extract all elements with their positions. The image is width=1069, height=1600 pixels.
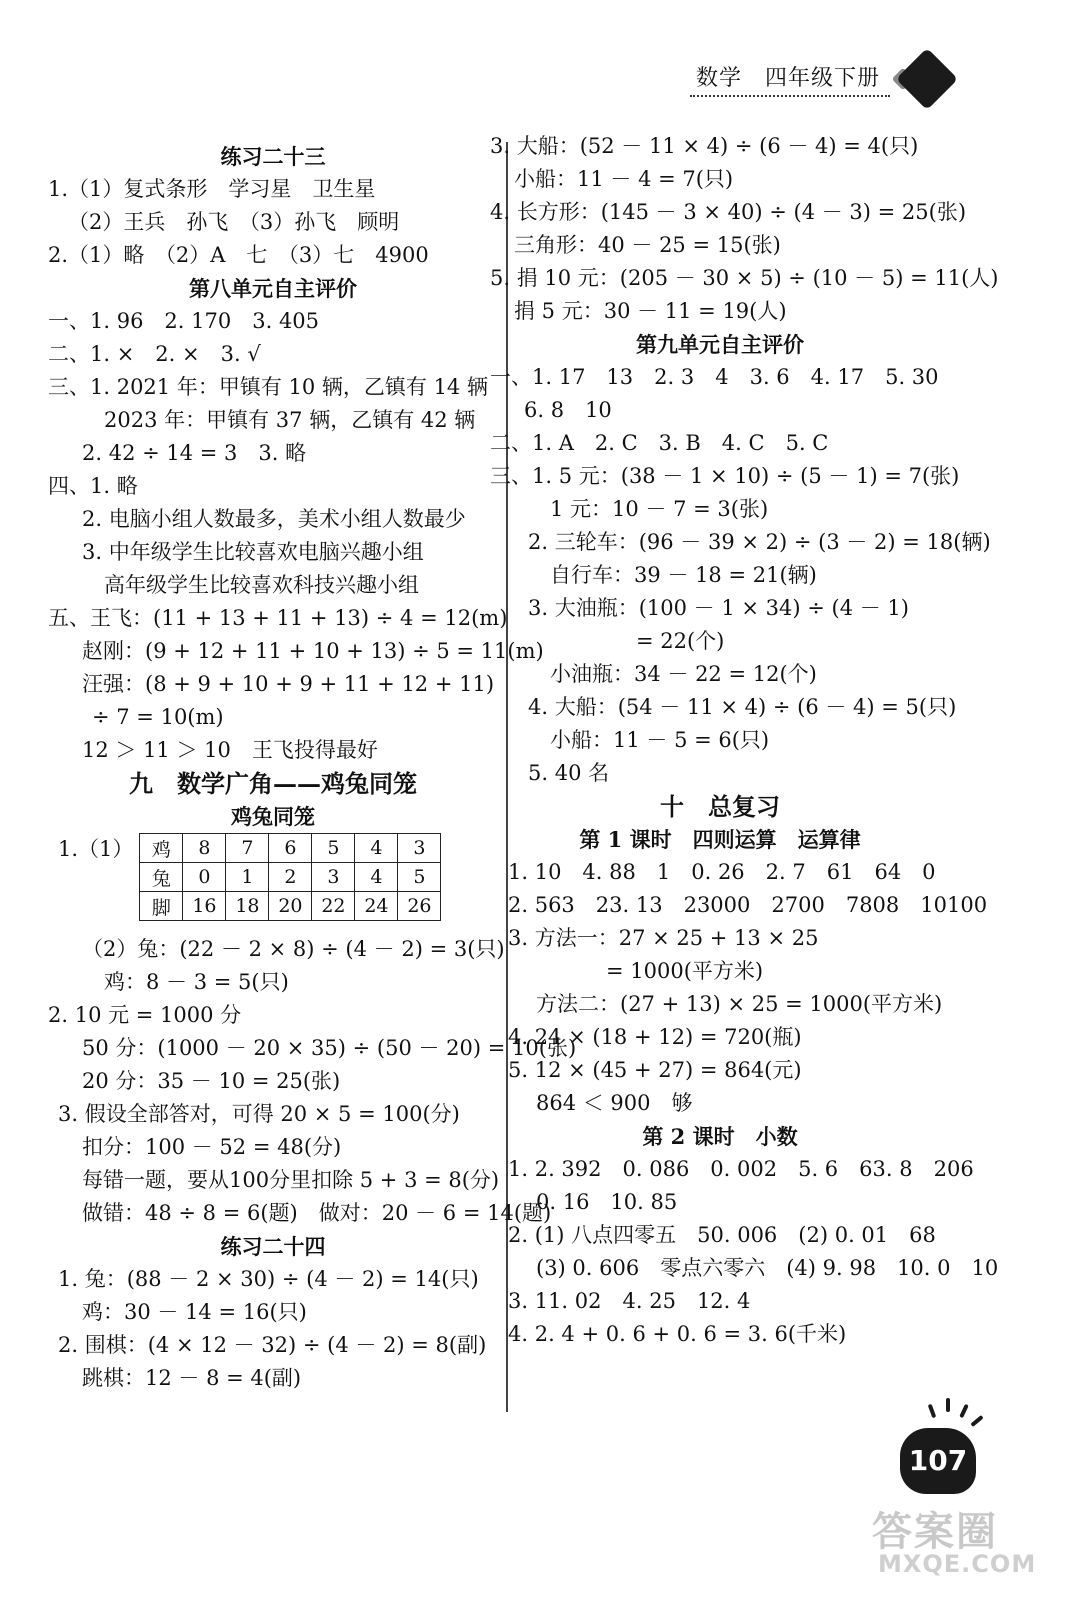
- badge-ray: [970, 1415, 983, 1427]
- section-heading: 练习二十三: [220, 144, 326, 169]
- table-cell: 2: [269, 863, 312, 892]
- section-heading: 十 总复习: [660, 792, 780, 821]
- table-cell: 5: [398, 863, 441, 892]
- answer-line: 方法二：(27 + 13) × 25 = 1000(平方米): [536, 992, 943, 1016]
- section-heading: 九 数学广角——鸡兔同笼: [129, 769, 417, 798]
- answer-line: 1.（1）复式条形 学习星 卫生星: [48, 177, 376, 201]
- answer-line: 一、1. 17 13 2. 3 4 3. 6 4. 17 5. 30: [490, 365, 939, 389]
- answer-line: 小油瓶：34 － 22 = 12(个): [550, 662, 817, 686]
- answer-line: 二、1. A 2. C 3. B 4. C 5. C: [490, 431, 829, 455]
- answer-line: 2. 三轮车：(96 － 39 × 2) ÷ (3 － 2) = 18(辆): [528, 530, 991, 554]
- table-cell: 22: [312, 892, 355, 921]
- section-heading: 鸡兔同笼: [231, 804, 315, 829]
- answer-line: 跳棋：12 － 8 = 4(副): [82, 1366, 302, 1390]
- section-heading: 练习二十四: [220, 1234, 326, 1259]
- table-row: [140, 834, 441, 863]
- section-heading: 第八单元自主评价: [189, 276, 357, 301]
- answer-line: 小船：11 － 4 = 7(只): [514, 167, 734, 191]
- table-cell: 4: [355, 863, 398, 892]
- chicken-rabbit-table-block: [48, 833, 498, 933]
- table-cell: 6: [269, 834, 312, 863]
- answer-line: 每错一题，要从100分里扣除 5 + 3 = 8(分): [82, 1168, 500, 1192]
- answer-line: 864 ＜ 900 够: [536, 1091, 693, 1115]
- section-heading: 第 1 课时 四则运算 运算律: [579, 827, 861, 852]
- answer-line: (3) 0. 606 零点六零六 (4) 9. 98 10. 0 10: [536, 1256, 999, 1280]
- answer-line: 3. 方法一：27 × 25 + 13 × 25: [508, 926, 819, 950]
- answer-line: 1. 2. 392 0. 086 0. 002 5. 6 63. 8 206: [508, 1157, 974, 1181]
- answer-line: 2. 围棋：(4 × 12 － 32) ÷ (4 － 2) = 8(副): [58, 1333, 487, 1357]
- answer-line: 3. 假设全部答对，可得 20 × 5 = 100(分): [58, 1102, 460, 1126]
- answer-line: 三、1. 2021 年：甲镇有 10 辆，乙镇有 14 辆: [48, 375, 488, 399]
- answer-line: 4. 大船：(54 － 11 × 4) ÷ (6 － 4) = 5(只): [528, 695, 957, 719]
- answer-line: 赵刚：(9 + 12 + 11 + 10 + 13) ÷ 5 = 11(m): [82, 639, 544, 663]
- table-cell: 26: [398, 892, 441, 921]
- table-label: 1.（1）: [58, 837, 134, 861]
- table-cell: 20: [269, 892, 312, 921]
- answer-line: 2. 563 23. 13 23000 2700 7808 10100: [508, 893, 988, 917]
- answer-line: 2.（1）略 （2）A 七 （3）七 4900: [48, 243, 429, 267]
- table-cell: 兔: [140, 863, 183, 892]
- answer-line: 5. 40 名: [528, 761, 610, 785]
- table-row: [140, 863, 441, 892]
- answer-line: 2. 电脑小组人数最多，美术小组人数最少: [82, 507, 466, 531]
- answer-line: （2）兔：(22 － 2 × 8) ÷ (4 － 2) = 3(只): [82, 937, 505, 961]
- answer-line: ÷ 7 = 10(m): [92, 705, 224, 729]
- answer-line: 汪强：(8 + 9 + 10 + 9 + 11 + 12 + 11): [82, 672, 495, 696]
- chicken-rabbit-table: [139, 833, 441, 921]
- answer-line: 1 元：10 － 7 = 3(张): [550, 497, 769, 521]
- table-cell: 5: [312, 834, 355, 863]
- answer-line: 一、1. 96 2. 170 3. 405: [48, 309, 320, 333]
- table-cell: 4: [355, 834, 398, 863]
- table-cell: 1: [226, 863, 269, 892]
- table-cell: 脚: [140, 892, 183, 921]
- answer-line: 2. 42 ÷ 14 = 3 3. 略: [82, 441, 307, 465]
- answer-line: 3. 大油瓶：(100 － 1 × 34) ÷ (4 － 1): [528, 596, 909, 620]
- answer-line: 5. 12 × (45 + 27) = 864(元): [508, 1058, 802, 1082]
- section-heading: 第 2 课时 小数: [642, 1124, 798, 1149]
- answer-line: 3. 11. 02 4. 25 12. 4: [508, 1289, 751, 1313]
- answer-line: 捐 5 元：30 － 11 = 19(人): [514, 299, 787, 323]
- answer-line: 6. 8 10: [524, 398, 612, 422]
- answer-line: = 22(个): [636, 629, 725, 653]
- table-cell: 3: [398, 834, 441, 863]
- answer-line: 2. (1) 八点四零五 50. 006 (2) 0. 01 68: [508, 1223, 936, 1247]
- answer-line: 20 分：35 － 10 = 25(张): [82, 1069, 341, 1093]
- answer-line: 0. 16 10. 85: [536, 1190, 678, 1214]
- answer-line: 鸡：8 － 3 = 5(只): [104, 970, 289, 994]
- answer-line: 小船：11 － 5 = 6(只): [550, 728, 770, 752]
- table-row: [140, 892, 441, 921]
- watermark-url: MXQE.COM: [878, 1550, 1037, 1578]
- answer-line: 二、1. × 2. × 3. √: [48, 342, 261, 366]
- watermark-logo: 答案圈: [872, 1509, 998, 1555]
- answer-line: 2023 年：甲镇有 37 辆，乙镇有 42 辆: [104, 408, 476, 432]
- badge-ray: [946, 1398, 950, 1412]
- answer-line: 五、王飞：(11 + 13 + 11 + 13) ÷ 4 = 12(m): [48, 606, 508, 630]
- answer-line: 3. 大船：(52 － 11 × 4) ÷ (6 － 4) = 4(只): [490, 134, 919, 158]
- answer-line: 1. 兔：(88 － 2 × 30) ÷ (4 － 2) = 14(只): [58, 1267, 479, 1291]
- header-diamond-icon: [896, 48, 958, 110]
- answer-line: 4. 2. 4 + 0. 6 + 0. 6 = 3. 6(千米): [508, 1322, 847, 1346]
- table-cell: 7: [226, 834, 269, 863]
- answer-line: 3. 中年级学生比较喜欢电脑兴趣小组: [82, 540, 424, 564]
- answer-line: 做错：48 ÷ 8 = 6(题) 做对：20 － 6 = 14(题): [82, 1201, 552, 1225]
- answer-line: 50 分：(1000 － 20 × 35) ÷ (50 － 20) = 10(张): [82, 1036, 577, 1060]
- answer-line: = 1000(平方米): [606, 959, 764, 983]
- answer-line: 1. 10 4. 88 1 0. 26 2. 7 61 64 0: [508, 860, 936, 884]
- table-cell: 0: [183, 863, 226, 892]
- answer-line: 四、1. 略: [48, 474, 138, 498]
- answer-line: 12 ＞ 11 ＞ 10 王飞投得最好: [82, 738, 378, 762]
- page-number: 107: [900, 1428, 976, 1494]
- answer-line: 扣分：100 － 52 = 48(分): [82, 1135, 342, 1159]
- answer-line: 2. 10 元 = 1000 分: [48, 1003, 242, 1027]
- answer-line: 鸡：30 － 14 = 16(只): [82, 1300, 307, 1324]
- answer-line: 高年级学生比较喜欢科技兴趣小组: [104, 573, 419, 597]
- badge-ray: [928, 1404, 937, 1419]
- table-cell: 8: [183, 834, 226, 863]
- answer-line: 5. 捐 10 元：(205 － 30 × 5) ÷ (10 － 5) = 11(人): [490, 266, 999, 290]
- answer-line: 自行车：39 － 18 = 21(辆): [550, 563, 817, 587]
- section-heading: 第九单元自主评价: [636, 332, 804, 357]
- answer-line: 4. 长方形：(145 － 3 × 40) ÷ (4 － 3) = 25(张): [490, 200, 967, 224]
- table-cell: 鸡: [140, 834, 183, 863]
- header-underline: [690, 95, 890, 97]
- answer-line: 三角形：40 － 25 = 15(张): [514, 233, 781, 257]
- table-cell: 24: [355, 892, 398, 921]
- header-title: 数学 四年级下册: [696, 66, 881, 91]
- page-header: [690, 55, 990, 115]
- answer-line: 4. 24 × (18 + 12) = 720(瓶): [508, 1025, 802, 1049]
- table-cell: 16: [183, 892, 226, 921]
- badge-ray: [959, 1404, 969, 1418]
- right-column: [490, 130, 999, 1351]
- answer-line: 三、1. 5 元：(38 － 1 × 10) ÷ (5 － 1) = 7(张): [490, 464, 960, 488]
- answer-line: （2）王兵 孙飞 （3）孙飞 顾明: [68, 210, 400, 234]
- table-cell: 18: [226, 892, 269, 921]
- table-cell: 3: [312, 863, 355, 892]
